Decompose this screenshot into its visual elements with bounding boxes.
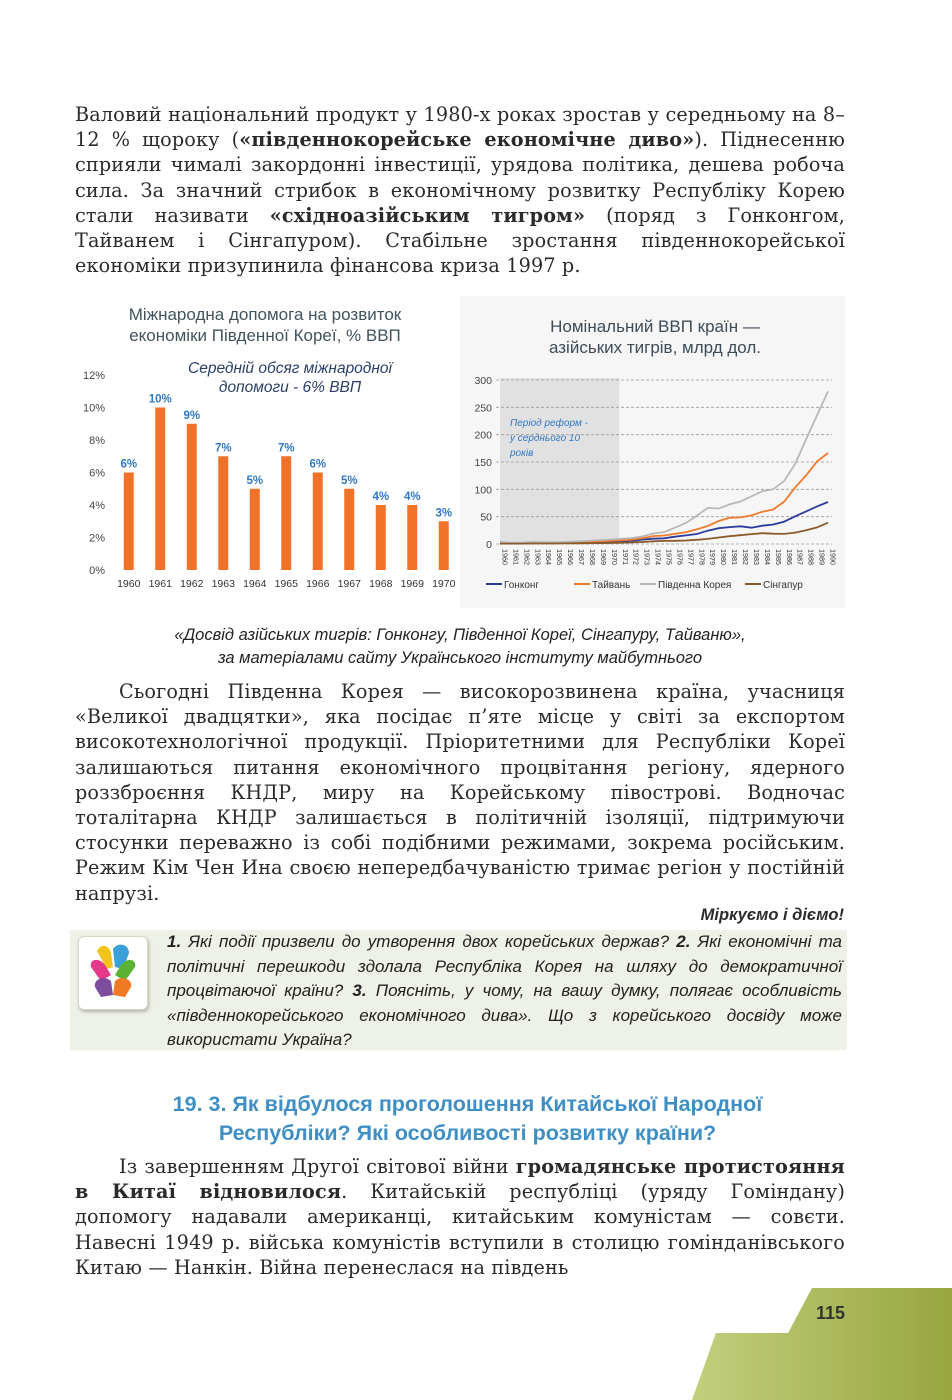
chart-title-line: азійських тигрів, млрд дол. [549, 338, 761, 357]
x-tick-label: 1960 [117, 578, 141, 590]
bar [344, 489, 354, 570]
x-tick-label: 1961 [148, 578, 172, 590]
x-tick-label: 1963 [533, 549, 543, 565]
bar-value-label: 3% [435, 507, 453, 520]
y-tick-label: 50 [480, 511, 492, 524]
x-tick-label: 1978 [697, 549, 707, 565]
x-tick-label: 1975 [664, 549, 674, 565]
heading-line: 19. 3. Як відбулося проголошення Китайської Народної [172, 1092, 763, 1116]
bold-term: «східноазійським тигром» [269, 203, 586, 227]
question-number: 1. [167, 932, 182, 951]
heading-line: Республіки? Які особливості розвитку країни? [218, 1121, 717, 1145]
bar [439, 521, 449, 570]
x-tick-label: 1989 [817, 549, 827, 565]
y-tick-label: 150 [474, 457, 492, 469]
y-tick-label: 10% [82, 402, 105, 415]
paragraph-text: ). Піднесенню сприяли чималі закордонні інвестиції, урядова політика, дешева робоча сила. За значний стрибок в економічному розвитку Республіку Корею стали називати [75, 128, 845, 227]
bar-value-label: 7% [277, 442, 295, 455]
paragraph-text: . Китайській республіці (уряду Гоміндану) допомогу надавали американці, китайським комуністам — совєти. Навесні 1949 р. війська комуністів вступили в столицю гомінданівського Китаю — Нанкін. Війна перенеслася на південь [75, 1180, 845, 1279]
annotation-line: Середній обсяг міжнародної [188, 360, 392, 377]
y-tick-label: 200 [474, 429, 492, 442]
x-tick-label: 1980 [719, 549, 729, 565]
legend-label: Тайвань [592, 580, 631, 591]
bold-term: «південнокорейське економічне диво» [239, 128, 695, 152]
bar [376, 505, 386, 570]
x-tick-label: 1967 [337, 578, 361, 590]
bar-value-label: 7% [214, 442, 232, 455]
chart-title-line: Міжнародна допомога на розвиток [128, 305, 402, 324]
aid-bar-chart [75, 296, 460, 608]
x-tick-label: 1986 [784, 549, 794, 565]
bar [407, 505, 417, 570]
x-tick-label: 1970 [432, 578, 456, 590]
x-tick-label: 1981 [730, 549, 740, 565]
bar [313, 473, 323, 571]
x-tick-label: 1972 [631, 549, 641, 565]
x-tick-label: 1967 [577, 549, 587, 565]
y-tick-label: 8% [89, 435, 105, 447]
y-tick-label: 250 [474, 402, 492, 415]
caption-line: «Досвід азійських тигрів: Гонконгу, Південної Кореї, Сінгапуру, Тайваню», [174, 626, 746, 644]
reform-period-shading [500, 378, 619, 544]
x-tick-label: 1964 [544, 549, 554, 565]
y-tick-label: 4% [89, 500, 105, 512]
x-tick-label: 1962 [180, 578, 204, 590]
paragraph-today: Сьогодні Південна Корея — високорозвинена країна, учасниця «Великої двадцятки», яка посідає п’яте місце у світі за експортом високотехнологічної продукції. Пріоритетними для Республіки Кореї залишаються питання економічного процвітання регіону, ядерного роззброєння КНДР, миру на Корейському півострові. Водночас тоталітарна КНДР залишається в політичній ізоляції, підтримуючи стосунки переважно із собі подібними режимами, зокрема російським. Режим Кім Чен Ина своєю непередбачуваністю тримає регіон у постійній напрузі. [75, 680, 845, 905]
reform-annotation: Період реформ - [510, 418, 588, 429]
x-tick-label: 1985 [773, 549, 783, 565]
x-tick-label: 1973 [642, 549, 652, 565]
reform-annotation: у серднього 10 [510, 433, 581, 444]
x-tick-label: 1983 [751, 549, 761, 565]
x-tick-label: 1966 [566, 549, 576, 565]
chart-title-line: Номінальний ВВП країн — [550, 317, 760, 336]
x-tick-label: 1971 [620, 549, 630, 565]
hands-icon [78, 936, 148, 1010]
bar [187, 424, 197, 570]
y-tick-label: 6% [89, 467, 105, 480]
x-tick-label: 1977 [686, 549, 696, 565]
x-tick-label: 1988 [806, 549, 816, 565]
bar [155, 408, 165, 571]
x-tick-label: 1982 [741, 549, 751, 565]
aid-chart [75, 296, 460, 608]
x-tick-label: 1965 [555, 549, 565, 565]
bar [218, 456, 228, 570]
chart-title-line: економіки Південної Кореї, % ВВП [129, 326, 401, 345]
gdp-line-chart [460, 296, 845, 608]
x-tick-label: 1984 [762, 549, 772, 565]
legend-label: Південна Корея [658, 580, 732, 591]
x-tick-label: 1965 [274, 578, 298, 590]
x-tick-label: 1979 [708, 549, 718, 565]
bar-value-label: 5% [246, 474, 264, 487]
x-tick-label: 1964 [243, 578, 267, 590]
charts-figure [75, 296, 845, 608]
paragraph-text: Із завершенням Другої світової війни [119, 1155, 516, 1178]
x-tick-label: 1966 [306, 578, 330, 590]
bar [250, 489, 260, 570]
x-tick-label: 1990 [828, 549, 838, 565]
legend-label: Гонконг [504, 580, 540, 591]
task-box [70, 930, 847, 1050]
y-tick-label: 0 [486, 539, 492, 551]
figure-caption [75, 624, 845, 670]
gdp-chart [460, 296, 845, 608]
section-heading [75, 1090, 860, 1148]
question-text: Поясніть, у чому, на вашу думку, полягає особливість «південнокорейського економічного дива». Що з корейського досвіду може використати Україна? [167, 981, 842, 1049]
bar-value-label: 4% [372, 491, 390, 503]
x-tick-label: 1974 [653, 549, 663, 565]
x-tick-label: 1961 [511, 549, 521, 565]
question-text: Які події призвели до утворення двох корейських держав? [181, 932, 677, 951]
bar-value-label: 4% [403, 491, 421, 503]
x-tick-label: 1968 [369, 578, 393, 590]
x-tick-label: 1970 [609, 549, 619, 565]
question-text: Які економічні та політичні перешкоди здолала Республіка Корея на шляху до демократичної процвітаючої країни? [167, 932, 843, 1000]
legend-label: Сінгапур [763, 580, 803, 591]
bar-value-label: 9% [183, 409, 201, 422]
paragraph-china [75, 1154, 845, 1280]
reform-annotation: років [510, 448, 534, 459]
y-tick-label: 12% [82, 370, 105, 382]
bar [281, 456, 291, 570]
caption-line: за матеріалами сайту Українського інституту майбутнього [217, 649, 703, 667]
x-tick-label: 1969 [400, 578, 424, 590]
y-tick-label: 300 [474, 375, 492, 387]
x-tick-label: 1968 [587, 549, 597, 565]
paragraph-text: (поряд з Гонконгом, Тайванем і Сінгапуром). Стабільне зростання південнокорейської економіки призупинила фінансова криза 1997 р. [75, 203, 846, 278]
bar-value-label: 5% [340, 474, 358, 487]
y-tick-label: 0% [89, 565, 105, 577]
bar [124, 473, 134, 571]
task-questions [167, 930, 842, 1053]
x-tick-label: 1963 [211, 578, 235, 590]
page-number: 115 [815, 1303, 845, 1323]
x-tick-label: 1960 [500, 549, 510, 565]
think-act-label: Міркуємо і діємо! [700, 906, 844, 924]
bar-value-label: 6% [120, 458, 138, 471]
x-tick-label: 1987 [795, 549, 805, 565]
question-number: 3. [352, 981, 367, 1000]
bar-value-label: 6% [309, 458, 327, 471]
bold-term: громадянське протистояння в Китаї відновилося [75, 1155, 846, 1204]
paragraph-text: Валовий національний продукт у 1980-х роках зростав у середньому на 8–12 % щороку ( [75, 103, 845, 152]
bar-value-label: 10% [148, 393, 172, 406]
question-number: 2. [676, 932, 691, 951]
y-tick-label: 100 [474, 484, 492, 497]
x-tick-label: 1976 [675, 549, 685, 565]
y-tick-label: 2% [89, 532, 105, 545]
x-tick-label: 1969 [598, 549, 608, 565]
paragraph-intro [75, 102, 845, 278]
annotation-line: допомоги - 6% ВВП [218, 379, 362, 396]
x-tick-label: 1962 [522, 549, 532, 565]
